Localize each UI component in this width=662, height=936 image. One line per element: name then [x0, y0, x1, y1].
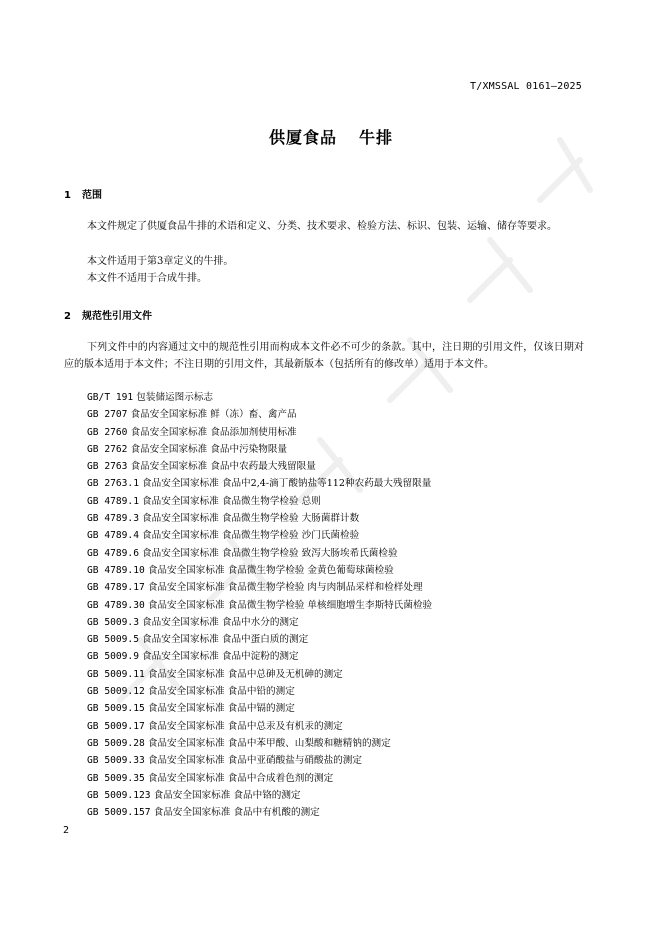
- reference-item: [87, 752, 432, 769]
- reference-code: GB 5009.123: [87, 789, 151, 801]
- reference-code: GB 2763: [87, 461, 128, 473]
- reference-item: [87, 475, 432, 492]
- reference-title: 食品安全国家标准 食品中合成着色剂的测定: [147, 772, 334, 784]
- reference-title: 食品安全国家标准 食品微生物学检验 沙门氏菌检验: [142, 530, 360, 542]
- reference-item: [87, 458, 432, 475]
- section-1-heading: [64, 186, 102, 201]
- reference-code: GB 5009.33: [87, 755, 145, 767]
- reference-title: 食品安全国家标准 食品微生物学检验 大肠菌群计数: [142, 513, 360, 525]
- reference-title: 包装储运图示标志: [136, 392, 214, 403]
- reference-code: GB 2760: [87, 426, 128, 438]
- reference-code: GB 5009.35: [87, 772, 145, 784]
- reference-item: [87, 770, 432, 787]
- reference-item: [87, 631, 432, 648]
- reference-title: 食品安全国家标准 食品微生物学检验 金黄色葡萄球菌检验: [147, 564, 394, 576]
- reference-item: [87, 493, 432, 510]
- reference-code: GB 4789.6: [87, 547, 139, 559]
- reference-item: [87, 389, 432, 406]
- section-1-paragraph-2: 本文件适用于第3章定义的牛排。: [87, 256, 234, 267]
- reference-title: 食品安全国家标准 食品中蛋白质的测定: [142, 634, 309, 646]
- document-id: T/XMSSAL 0161—2025: [470, 81, 582, 92]
- section-1-paragraph-3: 本文件不适用于合成牛排。: [87, 273, 207, 284]
- reference-title: 食品安全国家标准 食品中农药最大残留限量: [130, 461, 316, 473]
- reference-code: GB 5009.157: [87, 807, 151, 819]
- reference-title: 食品安全国家标准 食品中总砷及无机砷的测定: [147, 668, 343, 680]
- section-2-title: 规范性引用文件: [82, 311, 152, 322]
- reference-item: [87, 597, 432, 614]
- reference-code: GB 5009.17: [87, 720, 145, 732]
- section-1-paragraph-1: 本文件规定了供厦食品牛排的术语和定义、分类、技术要求、检验方法、标识、包装、运输、储存等要求。: [87, 221, 557, 232]
- reference-item: [87, 787, 432, 804]
- reference-item: [87, 545, 432, 562]
- reference-code: GB 5009.3: [87, 616, 139, 628]
- reference-title: 食品安全国家标准 食品中总汞及有机汞的测定: [147, 720, 343, 732]
- reference-code: GB 5009.15: [87, 703, 145, 715]
- reference-code: GB 4789.3: [87, 513, 139, 525]
- section-2-heading: [64, 307, 152, 322]
- reference-code: GB 4789.17: [87, 582, 145, 594]
- title-part-1: 供厦食品: [268, 128, 337, 147]
- section-2-intro: 下列文件中的内容通过文中的规范性引用而构成本文件必不可少的条款。其中，注日期的引用文件，仅该日期对应的版本适用于本文件；不注日期的引用文件，其最新版本（包括所有的修改单）适用于本文件。: [64, 342, 584, 370]
- reference-code: GB 2762: [87, 443, 128, 455]
- reference-item: [87, 804, 432, 821]
- reference-code: GB 2707: [87, 409, 128, 421]
- reference-code: GB 4789.10: [87, 564, 145, 576]
- reference-item: [87, 441, 432, 458]
- reference-item: [87, 562, 432, 579]
- page-title: [0, 125, 662, 148]
- title-part-2: 牛排: [359, 128, 394, 147]
- reference-code: GB 5009.5: [87, 634, 139, 646]
- reference-item: [87, 527, 432, 544]
- reference-item: [87, 735, 432, 752]
- reference-title: 食品安全国家标准 食品中亚硝酸盐与硝酸盐的测定: [147, 755, 362, 767]
- reference-title: 食品安全国家标准 食品中苯甲酸、山梨酸和糖精钠的测定: [147, 737, 391, 749]
- reference-title: 食品安全国家标准 食品微生物学检验 单核细胞增生李斯特氏菌检验: [147, 599, 433, 611]
- reference-title: 食品安全国家标准 鲜（冻）畜、禽产品: [130, 409, 297, 421]
- reference-code: GB 5009.12: [87, 686, 145, 698]
- page-number: 2: [63, 825, 70, 836]
- reference-title: 食品安全国家标准 食品中2,4-滴丁酸钠盐等112种农药最大残留限量: [142, 478, 432, 490]
- reference-code: GB 5009.11: [87, 668, 145, 680]
- reference-title: 食品安全国家标准 食品中铅的测定: [147, 686, 295, 698]
- reference-title: 食品安全国家标准 食品中水分的测定: [142, 616, 299, 628]
- reference-item: [87, 424, 432, 441]
- reference-code: GB 2763.1: [87, 478, 139, 490]
- reference-item: [87, 700, 432, 717]
- reference-title: 食品安全国家标准 食品中污染物限量: [130, 443, 288, 455]
- reference-item: [87, 579, 432, 596]
- reference-title: 食品安全国家标准 食品中淀粉的测定: [142, 651, 299, 663]
- reference-item: [87, 648, 432, 665]
- section-1-number: 1: [64, 190, 71, 201]
- reference-item: [87, 510, 432, 527]
- reference-title: 食品安全国家标准 食品微生物学检验 致泻大肠埃希氏菌检验: [142, 547, 398, 559]
- reference-code: GB 4789.30: [87, 599, 145, 611]
- reference-code: GB 5009.28: [87, 737, 145, 749]
- reference-title: 食品安全国家标准 食品添加剂使用标准: [130, 426, 297, 438]
- reference-item: [87, 683, 432, 700]
- reference-title: 食品安全国家标准 食品微生物学检验 总则: [142, 495, 321, 507]
- reference-item: [87, 666, 432, 683]
- section-2-number: 2: [64, 311, 71, 322]
- reference-title: 食品安全国家标准 食品微生物学检验 肉与肉制品采样和检样处理: [147, 582, 423, 594]
- reference-code: GB 5009.9: [87, 651, 139, 663]
- reference-code: GB 4789.1: [87, 495, 139, 507]
- reference-title: 食品安全国家标准 食品中铬的测定: [153, 789, 301, 801]
- section-1-title: 范围: [82, 190, 102, 201]
- reference-item: [87, 718, 432, 735]
- reference-title: 食品安全国家标准 食品中镉的测定: [147, 703, 295, 715]
- reference-code: GB 4789.4: [87, 530, 139, 542]
- reference-item: [87, 406, 432, 423]
- reference-list: [87, 389, 432, 821]
- reference-title: 食品安全国家标准 食品中有机酸的测定: [153, 807, 320, 819]
- reference-item: [87, 614, 432, 631]
- reference-code: GB/T 191: [87, 392, 134, 403]
